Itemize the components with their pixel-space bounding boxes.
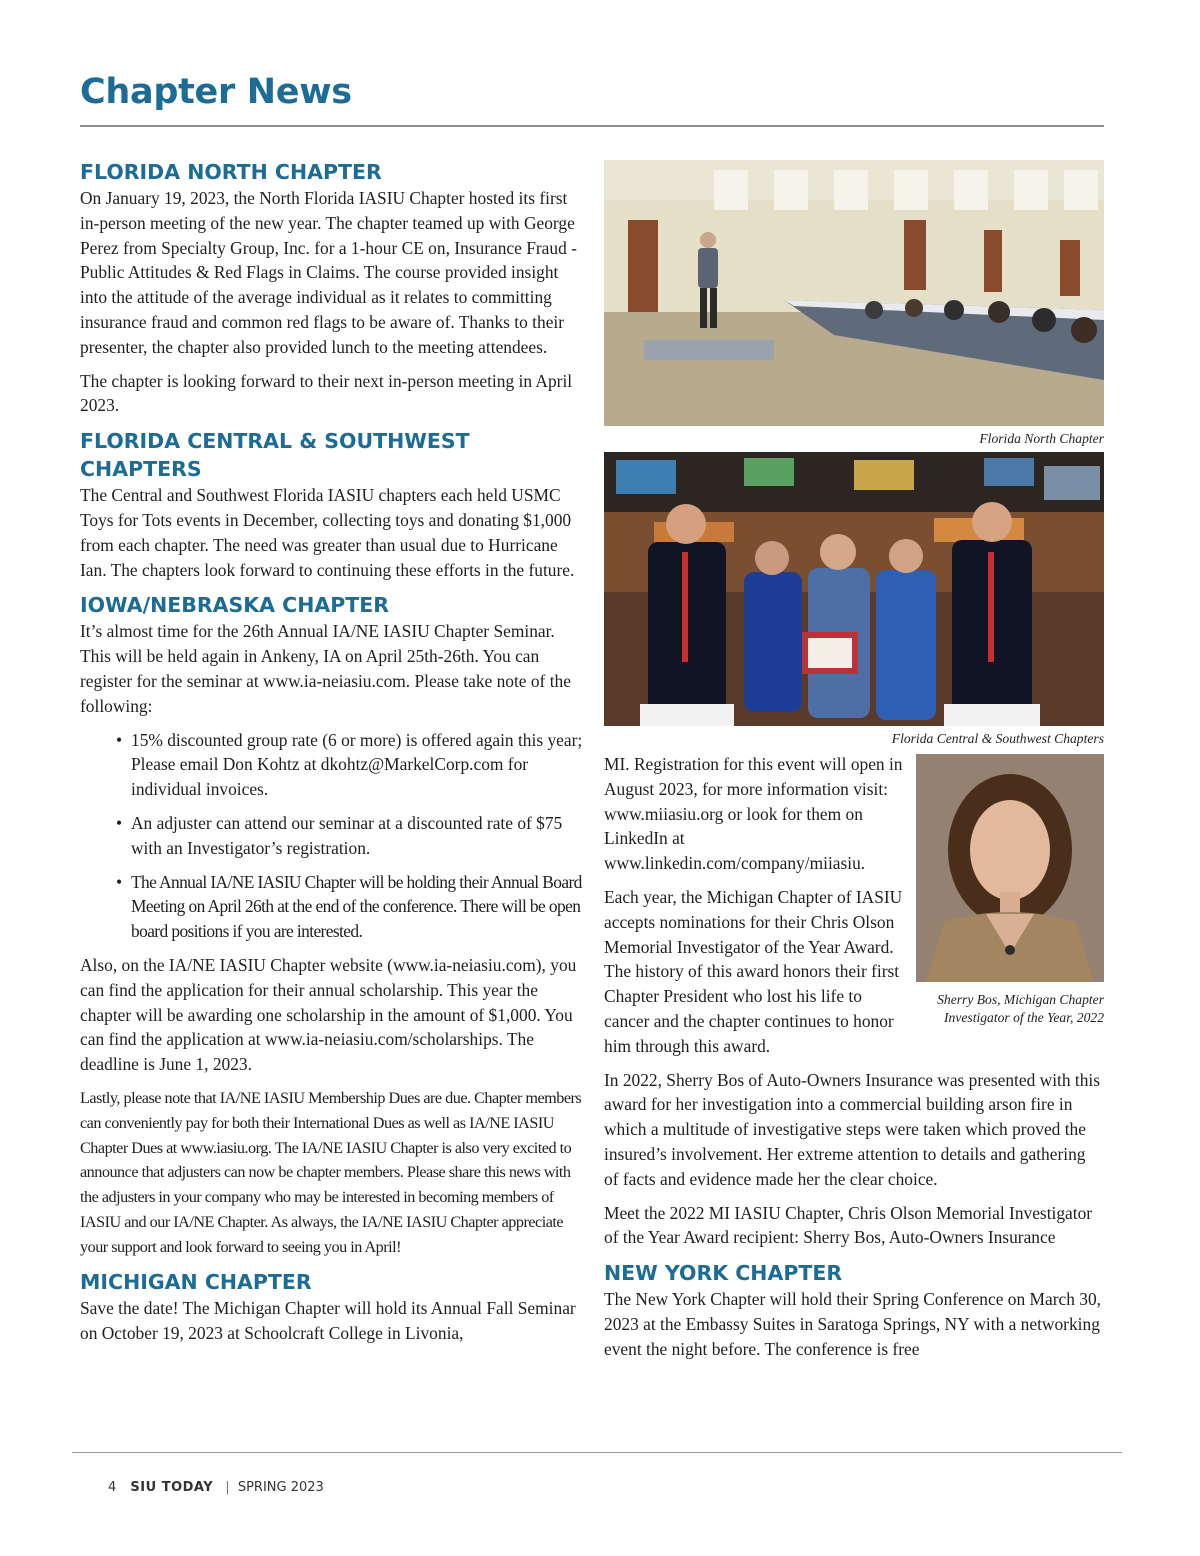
list-item: • An adjuster can attend our seminar at a discounted rate of $75 with an Investigator’s registration. [116,812,563,858]
caption-florida-north: Florida North Chapter [979,431,1104,446]
michigan-paragraph-3: In 2022, Sherry Bos of Auto-Owners Insurance was presented with this award for her investigation into a commercial building arson fire in which a multitude of investigative steps were taken which proved the insured’s involvement. Her extreme attention to details and gathering of facts and evidence made her the clear choice. [604,1069,1101,1189]
portrait-sherry-bos [916,754,1104,1031]
title-divider [80,125,1104,127]
heading-iowa-nebraska: IOWA/NEBRASKA CHAPTER [80,593,390,618]
issue-label: SPRING 2023 [237,1480,324,1495]
michigan-paragraph-1: Save the date! The Michigan Chapter will hold its Annual Fall Seminar on October 19, 2023 at Schoolcraft College in Livonia, [80,1298,576,1344]
michigan-paragraph-1-continued: MI. Registration for this event will open in August 2023, for more information visit: www.miiasiu.org or look for them on LinkedIn at www.linkedin.com/company/miiasiu. [604,754,903,874]
page-number: 4 [108,1480,117,1495]
heading-new-york: NEW YORK CHAPTER [604,1261,843,1286]
caption-florida-central: Florida Central & Southwest Chapters [891,731,1104,746]
left-column [80,158,585,1355]
list-item: • The Annual IA/NE IASIU Chapter will be holding their Annual Board Meeting on April 26th at the end of the conference. There will be open board positions if you are interested. [116,871,582,942]
bullet-mark: • [116,812,123,833]
page-footer [108,1480,324,1495]
heading-florida-north: FLORIDA NORTH CHAPTER [80,160,382,184]
bullet-mark: • [116,729,123,750]
photo-florida-central-marines [604,452,1104,726]
florida-north-paragraph-2: The chapter is looking forward to their next in-person meeting in April 2023. [80,370,573,416]
right-column [604,160,1104,1371]
michigan-paragraph-4: Meet the 2022 MI IASIU Chapter, Chris Olson Memorial Investigator of the Year Award recipient: Sherry Bos, Auto-Owners Insurance [604,1202,1093,1248]
florida-north-paragraph-1: On January 19, 2023, the North Florida IASIU Chapter hosted its first in-person meeting of the new year. The chapter teamed up with George Perez from Specialty Group, Inc. for a 1-hour CE on, Insurance Fraud - Public Attitudes & Red Flags in Claims. The course provided insight into the attitude of the average individual as it relates to committing insurance fraud and common red flags to be aware of. Thanks to their presenter, the chapter also provided lunch to the meeting attendees. [80,188,577,357]
michigan-paragraph-2: Each year, the Michigan Chapter of IASIU accepts nominations for their Chris Olson Memorial Investigator of the Year Award. The history of this award honors their first Chapter President who lost his life to cancer and the chapter continues to honor him through this award. [604,886,903,1056]
iowa-bullet-list [80,728,585,944]
footer-separator: | [225,1480,230,1495]
iowa-paragraph-3: Lastly, please note that IA/NE IASIU Membership Dues are due. Chapter members can conveniently pay for both their International Dues as well as IA/NE IASIU Chapter Dues at www.iasiu.org. The IA/NE IASIU Chapter is also very excited to announce that adjusters can now be chapter members. Please share this news with the adjusters in your company who may be interested in becoming members of IASIU and our IA/NE Chapter. As always, the IA/NE IASIU Chapter appreciate your support and look forward to seeing you in April! [80,1088,582,1256]
florida-central-paragraph-1: The Central and Southwest Florida IASIU chapters each held USMC Toys for Tots events in December, collecting toys and donating $1,000 from each chapter. The need was greater than usual due to Hurricane Ian. The chapters look forward to continuing these efforts in the future. [80,485,575,580]
portrait-photo-icon [916,754,1104,982]
page-title: Chapter News [80,72,352,112]
heading-michigan: MICHIGAN CHAPTER [80,1270,312,1295]
heading-florida-central: FLORIDA CENTRAL & SOUTHWEST CHAPTERS [80,429,470,482]
list-item: • 15% discounted group rate (6 or more) is offered again this year; Please email Don Kohtz at dkohtz@MarkelCorp.com for individual invoices. [116,729,583,800]
caption-portrait: Sherry Bos, Michigan Chapter Investigator of the Year, 2022 [937,992,1104,1025]
photo-florida-north-meeting [604,160,1104,426]
iowa-paragraph-2: Also, on the IA/NE IASIU Chapter website (www.ia-neiasiu.com), you can find the application for their annual scholarship. This year the chapter will be awarding one scholarship in the amount of $1,000. You can find the application at www.ia-neiasiu.com/scholarships. The deadline is June 1, 2023. [80,954,577,1075]
group-photo-icon [604,452,1104,726]
bullet-mark: • [116,871,122,892]
publication-name: SIU TODAY [130,1480,214,1495]
classroom-photo-icon [604,160,1104,426]
new-york-paragraph-1: The New York Chapter will hold their Spring Conference on March 30, 2023 at the Embassy Suites in Saratoga Springs, NY with a networking event the night before. The conference is free [604,1289,1101,1359]
footer-divider [72,1452,1122,1453]
iowa-paragraph-1: It’s almost time for the 26th Annual IA/NE IASIU Chapter Seminar. This will be held again in Ankeny, IA on April 25th-26th. You can register for the seminar at www.ia-neiasiu.com. Please take note of the following: [80,621,571,716]
